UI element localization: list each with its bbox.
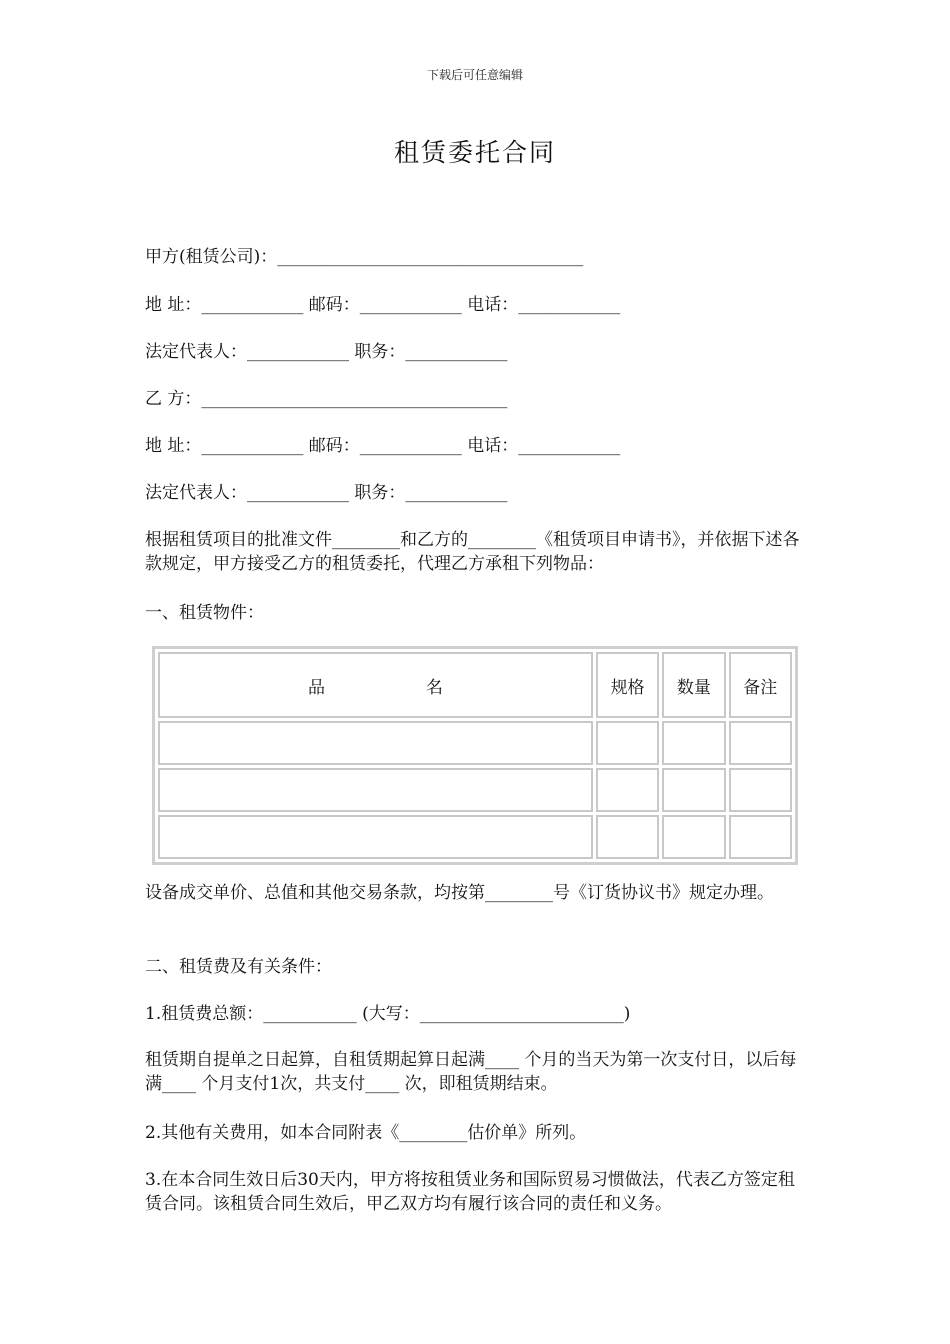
table-header-row — [158, 652, 792, 718]
lease-items-table — [152, 646, 798, 865]
item-2-line: 2.其他有关费用，如本合同附表《________估价单》所列。 — [145, 1123, 587, 1143]
party-b-address-line: 地 址：____________ 邮码：____________ 电话：____________ — [145, 436, 621, 456]
after-table-paragraph: 设备成交单价、总值和其他交易条款，均按第________号《订货协议书》规定办理。 — [145, 883, 774, 903]
section-1-heading: 一、租赁物件： — [145, 603, 264, 623]
table-cell — [729, 721, 792, 765]
table-cell — [662, 815, 725, 859]
item-3-paragraph: 3.在本合同生效日后30天内，甲方将按租赁业务和国际贸易习惯做法，代表乙方签定租赁合同。该租赁合同生效后，甲乙双方均有履行该合同的责任和义务。 — [145, 1170, 795, 1214]
intro-paragraph: 根据租赁项目的批准文件________和乙方的________《租赁项目申请书》，并依据下述各款规定，甲方接受乙方的租赁委托，代理乙方承租下列物品： — [145, 530, 800, 574]
party-b-line: 乙 方：____________________________________ — [145, 389, 508, 409]
table-cell — [729, 768, 792, 812]
party-a-line: 甲方(租赁公司)：____________________________________ — [145, 247, 584, 267]
header-remark: 备注 — [729, 652, 792, 718]
header-note: 下载后可任意编辑 — [426, 68, 523, 82]
item-1-line: 1.租赁费总额：___________ (大写：________________________) — [145, 1004, 631, 1024]
table-cell — [596, 768, 659, 812]
header-item-name — [158, 652, 593, 718]
party-a-representative-line: 法定代表人：____________ 职务：____________ — [145, 342, 508, 362]
header-item-name-char2: 名 — [425, 677, 443, 698]
table-cell — [662, 768, 725, 812]
rent-period-paragraph: 租赁期自提单之日起算，自租赁期起算日起满____ 个月的当天为第一次支付日，以后每满____ 个月支付1次，共支付____ 次，即租赁期结束。 — [145, 1050, 797, 1094]
section-2-heading: 二、租赁费及有关条件： — [145, 957, 332, 977]
party-a-address-line: 地 址：____________ 邮码：____________ 电话：____________ — [145, 295, 621, 315]
table-cell — [596, 815, 659, 859]
document-title: 租赁委托合同 — [393, 138, 556, 167]
table-cell — [158, 768, 593, 812]
header-item-name-char1: 品 — [308, 677, 326, 698]
header-quantity: 数量 — [662, 652, 725, 718]
header-spec: 规格 — [596, 652, 659, 718]
table-row — [158, 768, 792, 812]
table-cell — [662, 721, 725, 765]
party-b-representative-line: 法定代表人：____________ 职务：____________ — [145, 483, 508, 503]
table-cell — [596, 721, 659, 765]
table-cell — [158, 721, 593, 765]
table-cell — [729, 815, 792, 859]
table-row — [158, 815, 792, 859]
table-row — [158, 721, 792, 765]
table-cell — [158, 815, 593, 859]
